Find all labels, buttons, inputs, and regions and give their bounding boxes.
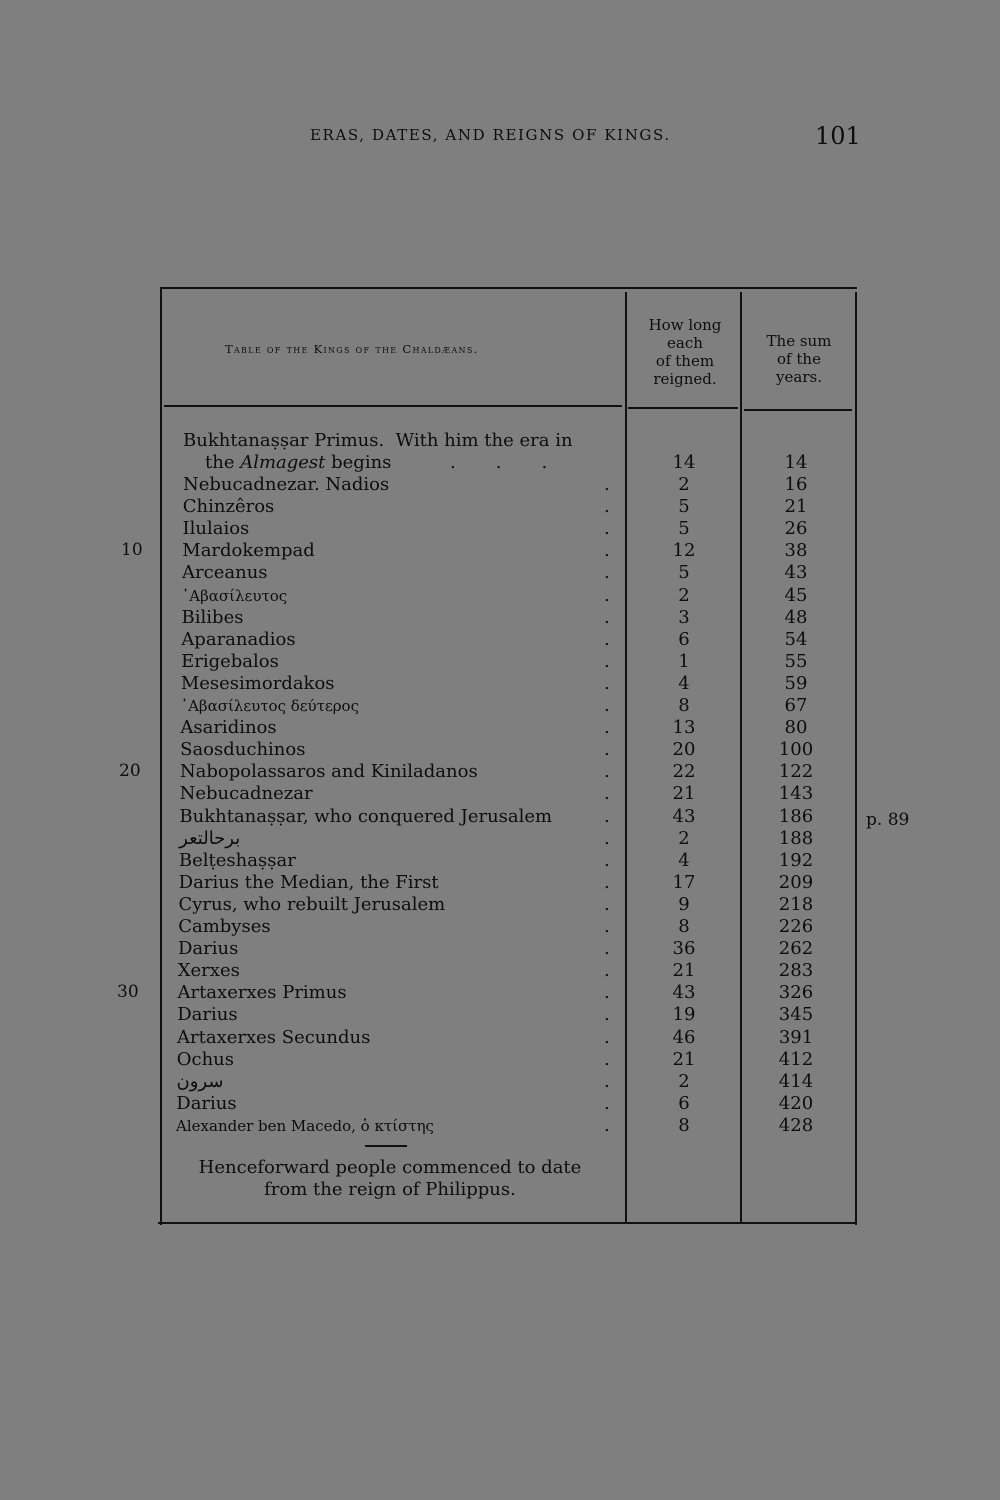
sum-column-header xyxy=(744,332,854,386)
leader-dots: . xyxy=(604,1026,610,1048)
sum-years: 80 xyxy=(784,717,808,739)
reign-years: 21 xyxy=(672,960,696,982)
leader-dots: . xyxy=(603,650,610,672)
leader-dots: . xyxy=(604,474,610,495)
reign-years: 4 xyxy=(678,672,690,694)
almagest-italic: Almagest xyxy=(240,452,326,473)
table-row xyxy=(179,828,829,850)
king-name: Bilibes xyxy=(181,606,244,628)
sum-years: 188 xyxy=(778,827,814,849)
reign-years: 8 xyxy=(678,695,690,716)
king-name: Alexander ben Macedo, ὁ κτίστης xyxy=(176,1116,434,1135)
table-row xyxy=(177,1049,827,1071)
leader-dots: . xyxy=(603,1070,610,1092)
sum-years: 48 xyxy=(784,606,808,628)
king-name: Cyrus, who rebuilt Jerusalem xyxy=(178,893,446,915)
leader-dots: . xyxy=(603,496,610,518)
sum-years: 14 xyxy=(784,452,808,473)
table-title: Table of the Kings of the Chaldæans. xyxy=(225,342,479,356)
sum-years: 262 xyxy=(778,938,814,960)
sum-years: 122 xyxy=(778,761,814,783)
king-name: Nebucadnezar xyxy=(179,783,313,805)
king-name: Artaxerxes Secundus xyxy=(177,1026,371,1048)
king-name: Arceanus xyxy=(182,562,268,584)
sum-years: 186 xyxy=(778,805,814,827)
table-top-border xyxy=(160,287,857,289)
header-line: years. xyxy=(776,368,822,386)
leader-dots: . xyxy=(603,695,610,716)
leader-dots: . xyxy=(603,805,610,827)
king-name: Aparanadios xyxy=(181,628,296,650)
leader-dots: . xyxy=(603,916,610,937)
king-name: Nabopolassaros and Kiniladanos xyxy=(179,761,478,783)
table-row xyxy=(177,1004,827,1026)
table-row xyxy=(205,452,825,474)
reign-years: 21 xyxy=(672,1048,696,1070)
leader-dots: . . . xyxy=(450,452,548,473)
king-name: ᾿Αβασίλευτος δεύτερος xyxy=(180,697,359,715)
footnote-line: Henceforward people commenced to date xyxy=(198,1157,582,1178)
leader-dots: . xyxy=(603,849,610,871)
leader-dots: . xyxy=(603,672,610,694)
sum-years: 38 xyxy=(784,540,808,562)
side-note: p. 89 xyxy=(866,810,910,830)
line-number: 20 xyxy=(119,761,141,781)
table-row xyxy=(176,1115,826,1137)
king-name: Darius xyxy=(177,1004,238,1026)
table-row xyxy=(183,518,833,540)
reign-years: 20 xyxy=(672,739,696,761)
table-row xyxy=(183,496,833,518)
table-row xyxy=(179,850,829,872)
line-number: 30 xyxy=(117,982,139,1002)
table-row xyxy=(181,651,831,673)
table-row xyxy=(182,607,832,629)
sum-years: 26 xyxy=(784,518,808,540)
sum-years: 412 xyxy=(778,1048,814,1070)
king-name: ᾿Αβασίλευτος xyxy=(181,586,288,605)
header-line: How long xyxy=(648,316,722,334)
king-name: Chinzêros xyxy=(182,496,275,518)
table-row xyxy=(178,960,828,982)
table-row xyxy=(179,872,829,894)
sum-years: 209 xyxy=(778,871,814,893)
table-left-border xyxy=(160,287,162,1225)
sum-years: 218 xyxy=(778,893,814,915)
leader-dots: . xyxy=(603,1092,610,1114)
table-row xyxy=(183,474,833,496)
table-row xyxy=(180,717,830,739)
king-name: سرون xyxy=(176,1070,224,1092)
header-line: each xyxy=(667,334,703,352)
king-name: Ochus xyxy=(176,1048,235,1070)
leader-dots: . xyxy=(603,982,610,1004)
sum-years: 326 xyxy=(778,982,814,1004)
sum-years: 16 xyxy=(784,474,808,495)
leader-dots: . xyxy=(603,518,610,540)
king-name: Darius xyxy=(176,1092,237,1114)
leader-dots: . xyxy=(603,938,610,960)
leader-dots: . xyxy=(603,606,610,628)
reign-years: 14 xyxy=(672,452,696,473)
entry-text: the xyxy=(205,452,241,473)
leader-dots: . xyxy=(603,562,610,584)
reign-years: 1 xyxy=(678,650,690,672)
reign-years: 19 xyxy=(672,1004,696,1026)
leader-dots: . xyxy=(603,1004,610,1026)
sum-years: 59 xyxy=(784,672,808,694)
leader-dots: . xyxy=(603,783,610,805)
sum-years: 143 xyxy=(778,783,814,805)
reign-years: 2 xyxy=(678,474,690,495)
king-name: Xerxes xyxy=(177,960,240,982)
leader-dots: . xyxy=(603,717,610,739)
king-name: Mardokempad xyxy=(182,540,315,562)
king-name: Artaxerxes Primus xyxy=(177,982,347,1004)
table-bottom-border xyxy=(158,1222,857,1224)
footnote xyxy=(175,1157,605,1201)
reign-years: 6 xyxy=(678,628,690,650)
table-row xyxy=(180,783,830,805)
table-row xyxy=(178,938,828,960)
sum-years: 420 xyxy=(778,1092,814,1114)
sum-years: 21 xyxy=(784,496,808,518)
header-line: of them xyxy=(655,352,715,370)
table-row xyxy=(178,894,828,916)
king-name: Mesesimordakos xyxy=(180,672,335,694)
table-row xyxy=(180,739,830,761)
page-number: 101 xyxy=(815,122,861,150)
table-row xyxy=(181,673,831,695)
sum-years: 345 xyxy=(778,1004,814,1026)
reign-years: 2 xyxy=(678,827,690,849)
reign-years: 8 xyxy=(678,916,690,937)
reign-years: 4 xyxy=(678,849,690,871)
sum-years: 226 xyxy=(778,916,814,937)
leader-dots: . xyxy=(603,893,610,915)
king-name: Cambyses xyxy=(178,916,271,937)
king-name: Asaridinos xyxy=(180,717,277,739)
leader-dots: . xyxy=(603,540,610,562)
table-row xyxy=(177,1071,827,1093)
leader-dots: . xyxy=(603,628,610,650)
king-name: Nebucadnezar. Nadios xyxy=(183,474,390,495)
table-header-rule xyxy=(628,407,738,409)
reign-years: 2 xyxy=(678,584,690,606)
table-row xyxy=(182,540,832,562)
leader-dots: . xyxy=(603,584,610,606)
header-line: of the xyxy=(777,350,821,368)
sum-years: 414 xyxy=(778,1070,814,1092)
reign-years: 43 xyxy=(672,982,696,1004)
reign-years: 3 xyxy=(678,606,690,628)
sum-years: 67 xyxy=(784,695,808,716)
first-entry-line1: Bukhtanaṣṣar Primus. With him the era in xyxy=(183,430,573,451)
sum-years: 54 xyxy=(784,628,808,650)
table-row xyxy=(177,982,827,1004)
king-name: برحالتعر xyxy=(179,827,241,849)
table-header-rule xyxy=(744,409,852,411)
sum-years: 55 xyxy=(784,650,808,672)
leader-dots: . xyxy=(603,761,610,783)
table-row xyxy=(177,1027,827,1049)
reign-years: 36 xyxy=(672,938,696,960)
king-name: Erigebalos xyxy=(181,650,279,672)
reign-years: 6 xyxy=(678,1092,690,1114)
sum-years: 428 xyxy=(778,1114,814,1136)
leader-dots: . xyxy=(603,827,610,849)
sum-years: 192 xyxy=(778,849,814,871)
reign-years: 12 xyxy=(672,540,696,562)
sum-years: 45 xyxy=(784,584,808,606)
table-row xyxy=(182,562,832,584)
footnote-rule xyxy=(365,1145,407,1147)
header-line: The sum xyxy=(766,332,832,350)
first-entry xyxy=(183,430,573,452)
line-number: 10 xyxy=(121,540,143,560)
reign-years: 5 xyxy=(678,562,690,584)
leader-dots: . xyxy=(603,1048,610,1070)
table-row xyxy=(179,806,829,828)
leader-dots: . xyxy=(603,1114,610,1136)
reign-years: 13 xyxy=(672,717,696,739)
sum-years: 283 xyxy=(778,960,814,982)
table-row xyxy=(181,629,831,651)
reign-years: 8 xyxy=(678,1114,690,1136)
table-row xyxy=(182,585,832,607)
sum-years: 43 xyxy=(784,562,808,584)
leader-dots: . xyxy=(603,739,610,761)
table-row xyxy=(178,916,828,938)
king-name: Darius the Median, the First xyxy=(178,871,439,893)
entry-text: begins xyxy=(325,452,392,473)
king-name: Darius xyxy=(177,938,239,960)
reign-years: 46 xyxy=(672,1026,696,1048)
reign-years: 21 xyxy=(672,783,696,805)
running-head: ERAS, DATES, AND REIGNS OF KINGS. xyxy=(310,126,671,144)
table-right-border xyxy=(855,292,857,1225)
sum-years: 391 xyxy=(778,1026,814,1048)
table-row xyxy=(176,1093,826,1115)
reign-column-header xyxy=(630,316,740,388)
reign-years: 2 xyxy=(678,1070,690,1092)
reign-years: 5 xyxy=(678,518,690,540)
reign-years: 22 xyxy=(672,761,696,783)
reign-years: 43 xyxy=(672,805,696,827)
king-name: Ilulaios xyxy=(182,518,250,540)
king-name: Saosduchinos xyxy=(180,739,306,761)
header-line: reigned. xyxy=(653,370,717,388)
king-name: Bukhtanaṣṣar, who conquered Jerusalem xyxy=(179,805,553,827)
leader-dots: . xyxy=(603,960,610,982)
king-name: Belṭeshaṣṣar xyxy=(178,849,296,871)
reign-years: 5 xyxy=(678,496,690,518)
reign-years: 17 xyxy=(672,871,696,893)
footnote-line: from the reign of Philippus. xyxy=(264,1179,516,1200)
table-row xyxy=(180,761,830,783)
table-header-rule xyxy=(164,405,622,407)
sum-years: 100 xyxy=(778,739,814,761)
table-row xyxy=(181,695,831,717)
reign-years: 9 xyxy=(678,893,690,915)
leader-dots: . xyxy=(603,871,610,893)
